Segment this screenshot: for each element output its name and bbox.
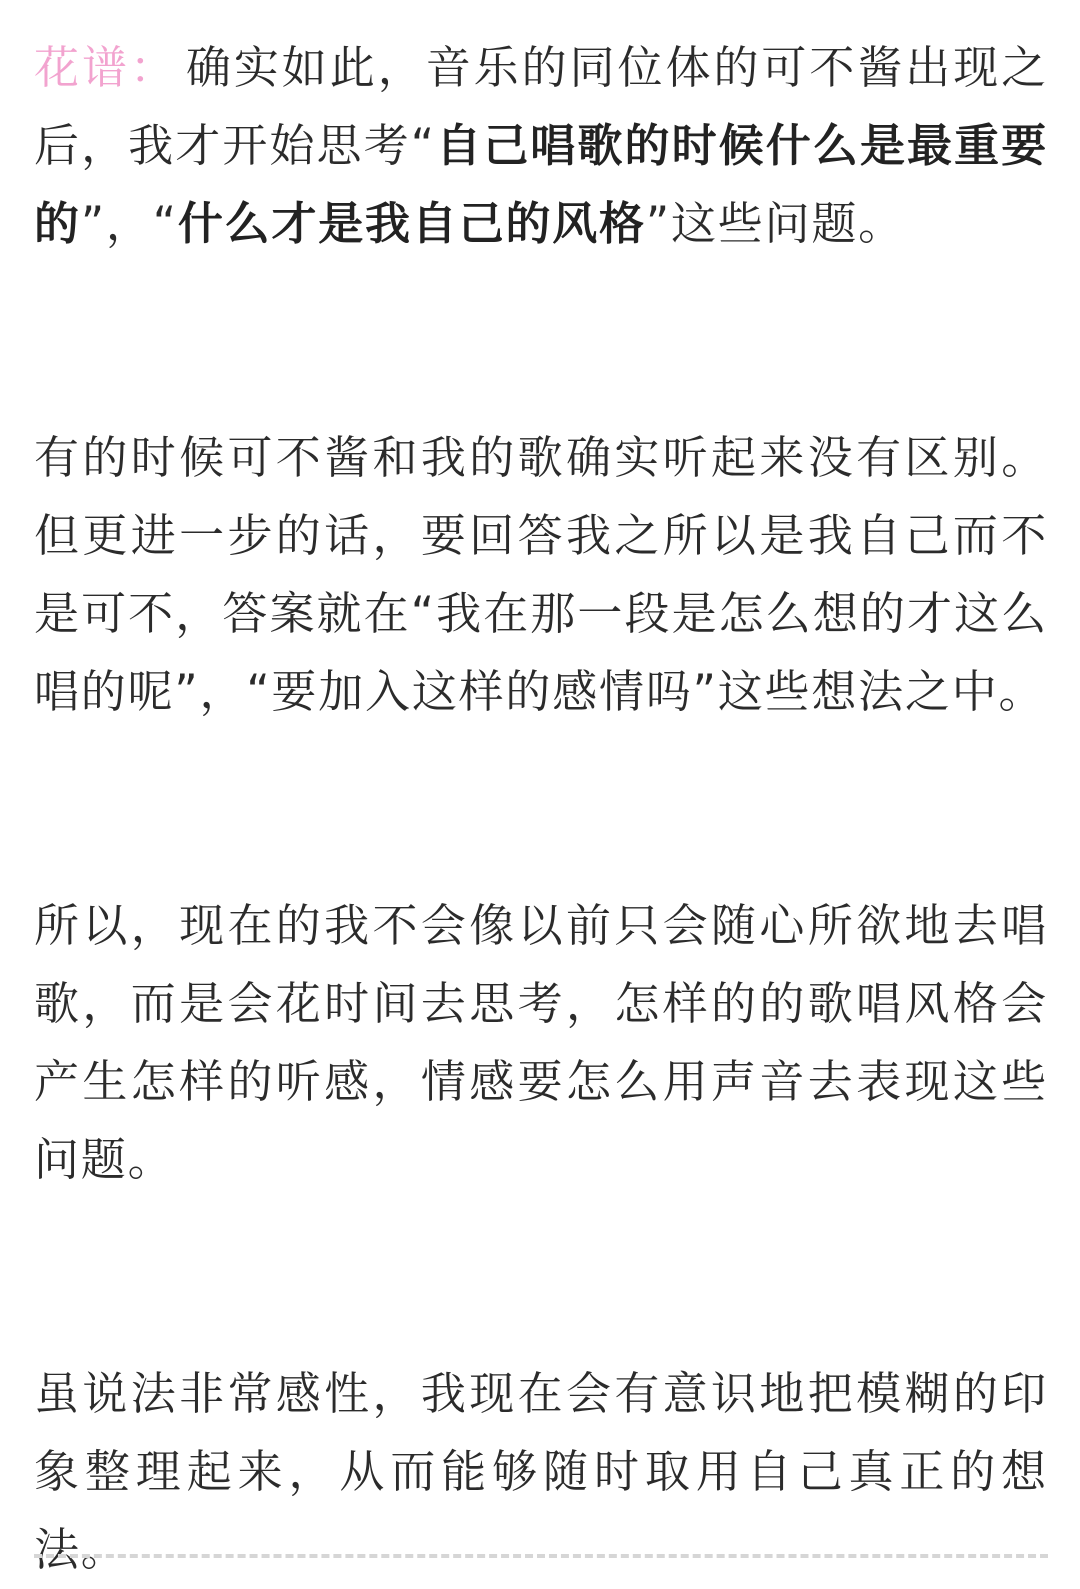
dashed-divider [34,1554,1048,1558]
article-body [34,29,1048,1589]
paragraph-4: 虽说法非常感性，我现在会有意识地把模糊的印象整理起来，从而能够随时取用自己真正的想法。 [34,1367,1048,1576]
paragraph-2: 有的时候可不酱和我的歌确实听起来没有区别。但更进一步的话，要回答我之所以是我自己而不是可不，答案就在“我在那一段是怎么想的才这么唱的呢”，“要加入这样的感情吗”这些想法之中。 [34,431,1048,718]
paragraph-1-text-2: ”，“ [80,197,178,250]
paragraph-3: 所以，现在的我不会像以前只会随心所欲地去唱歌，而是会花时间去思考，怎样的的歌唱风格会产生怎样的听感，情感要怎么用声音去表现这些问题。 [34,899,1048,1186]
bold-phrase-2: 什么才是我自己的风格 [177,197,646,250]
paragraph-1-text-3: ”这些问题。 [645,197,905,250]
speaker-label: 花谱： [34,41,178,94]
bold-phrase-1: 自己唱歌的时候什么是最重要的 [34,119,1049,250]
paragraph-1 [34,29,1048,263]
paragraph-1-text-1: 确实如此，音乐的同位体的可不酱出现之后，我才开始思考“ [34,41,1049,172]
